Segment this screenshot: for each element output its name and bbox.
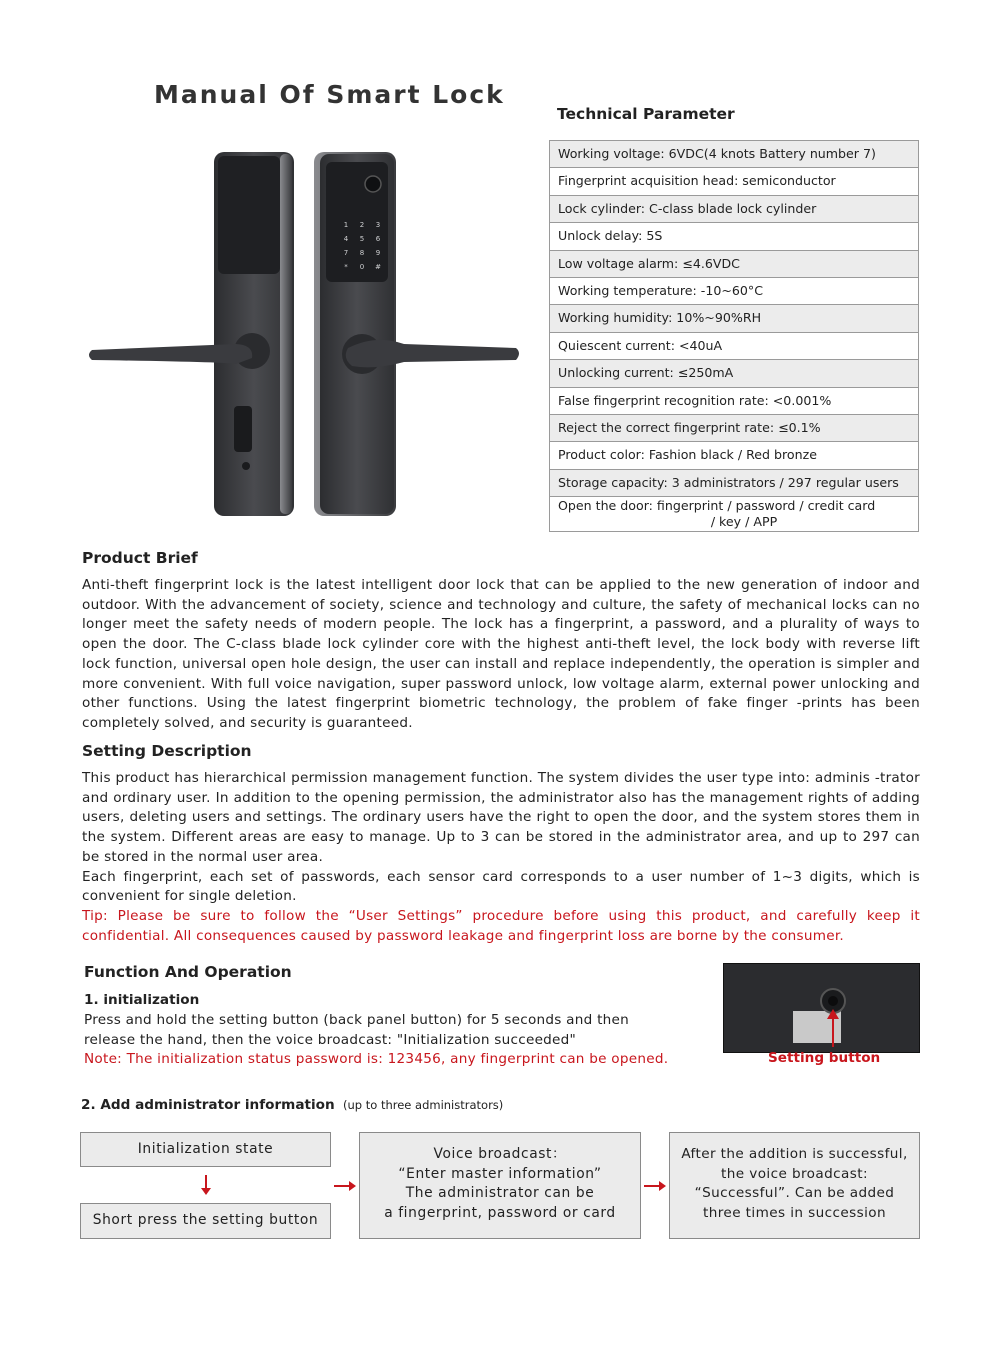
- param-row: Product color: Fashion black / Red bronze: [549, 442, 919, 469]
- flow-box-text: Initialization state: [137, 1141, 274, 1157]
- keypad-key: #: [375, 263, 381, 271]
- param-row-line: / key / APP: [710, 514, 778, 530]
- initialization-note: Note: The initialization status password is: 123456, any fingerprint can be opened.: [84, 1051, 669, 1067]
- add-admin-heading: 2. Add administrator information: [81, 1097, 335, 1113]
- flow-box-text: a fingerprint, password or card: [384, 1205, 616, 1222]
- keypad-key: *: [344, 263, 348, 271]
- flow-box-text: “Successful”. Can be added: [694, 1185, 895, 1202]
- param-row: Low voltage alarm: ≤4.6VDC: [549, 251, 919, 278]
- param-row: False fingerprint recognition rate: <0.001%: [549, 388, 919, 415]
- keypad-key: 4: [343, 235, 349, 243]
- initialization-text: Press and hold the setting button (back panel button) for 5 seconds and then release the hand, then the voice broadcast: "Initialization succeeded": [84, 1012, 630, 1048]
- param-row: Reject the correct fingerprint rate: ≤0.1%: [549, 415, 919, 442]
- param-row: Quiescent current: <40uA: [549, 333, 919, 360]
- param-row: Storage capacity: 3 administrators / 297 regular users: [549, 470, 919, 497]
- flow-box-initialization-state: [80, 1132, 331, 1167]
- keypad-key: 5: [359, 235, 365, 243]
- keypad-key: 0: [359, 263, 365, 271]
- setting-tip: Tip: Please be sure to follow the “User Settings” procedure before using this product, and carefully keep it confidential. All consequences caused by password leakage and fingerprint loss are borne by the consumer.: [82, 907, 920, 944]
- setting-description-text: Each fingerprint, each set of passwords, each sensor card corresponds to a user number of 1~3 digits, which is convenient for single deletion.: [82, 868, 920, 905]
- front-handle: [346, 340, 519, 368]
- add-admin-heading-line: [81, 1097, 503, 1113]
- function-operation-heading: Function And Operation: [84, 963, 292, 981]
- smart-lock-illustration: [86, 148, 522, 520]
- flow-box-text: “Enter master information”: [398, 1165, 602, 1182]
- product-brief-heading: Product Brief: [82, 549, 198, 567]
- param-row-line: Open the door: fingerprint / password / credit card: [558, 498, 876, 514]
- keypad-key: 8: [359, 249, 365, 257]
- flow-box-text: Voice broadcast：: [433, 1146, 567, 1162]
- fingerprint-sensor-icon: [365, 176, 381, 192]
- param-row: Unlocking current: ≤250mA: [549, 360, 919, 387]
- initialization-heading: 1. initialization: [84, 992, 200, 1008]
- flow-box-voice-broadcast: [359, 1132, 641, 1239]
- setting-description-text: This product has hierarchical permission management function. The system divides the user type into: adminis -trator and ordinary user. In addition to the opening permission, the administrator also has the management rights of adding users, deleting users and settings. The ordinary users have the right to open the door, and the system stores them in the system. Different areas are easy to manage. Up to 3 can be stored in the administrator area, and up to 297 can be stored in the normal user area.: [82, 770, 920, 865]
- setting-button-label: Setting button: [768, 1050, 881, 1066]
- back-panel: [89, 152, 294, 516]
- arrow-down-icon: [205, 1175, 207, 1189]
- keypad-key: 1: [343, 221, 349, 229]
- flow-box-short-press: [80, 1203, 331, 1239]
- add-admin-subtitle: (up to three administrators): [343, 1098, 504, 1112]
- param-row: Lock cylinder: C-class blade lock cylinder: [549, 196, 919, 223]
- back-handle: [89, 344, 252, 364]
- keypad-key: 6: [375, 235, 381, 243]
- flow-box-text: Short press the setting button: [92, 1212, 319, 1228]
- param-row-open-door: [549, 497, 919, 532]
- flow-box-text: the voice broadcast:: [721, 1165, 868, 1182]
- page-title: Manual Of Smart Lock: [154, 80, 505, 109]
- product-brief-text: Anti-theft fingerprint lock is the latest intelligent door lock that can be applied to the new generation of indoor and outdoor. With the advancement of society, science and technology and culture, the safety of mechanical locks can no longer meet the safety needs of modern people. The lock has a fingerprint, a password, and a plurality of ways to open the door. The C-class blade lock cylinder core with the highest anti-theft level, the lock body with reverse lift lock function, universal open hole design, the user can install and replace independently, the operation is simpler and more convenient. With full voice navigation, super password unlock, low voltage alarm, external power unlocking and other functions. Using the latest fingerprint biometric technology, the problem of fake finger -prints has been completely solved, and security is guaranteed.: [82, 577, 920, 731]
- arrow-right-icon: [644, 1185, 664, 1187]
- setting-description-heading: Setting Description: [82, 742, 252, 760]
- param-row: Working voltage: 6VDC(4 knots Battery number 7): [549, 141, 919, 168]
- technical-parameter-table: [549, 140, 919, 532]
- setting-button-photo: [723, 963, 920, 1053]
- front-panel: [314, 152, 519, 516]
- param-row: Working humidity: 10%~90%RH: [549, 305, 919, 332]
- flow-box-text: The administrator can be: [405, 1185, 595, 1202]
- flow-box-text: After the addition is successful,: [681, 1146, 908, 1162]
- keypad-key: 7: [343, 249, 349, 257]
- setting-description-block: [82, 769, 920, 946]
- param-row: Unlock delay: 5S: [549, 223, 919, 250]
- param-row: Working temperature: -10~60°C: [549, 278, 919, 305]
- technical-parameter-heading: Technical Parameter: [557, 105, 735, 123]
- keypad-key: 9: [375, 249, 381, 257]
- key-slot-cover: [234, 406, 252, 452]
- keypad-key: 2: [359, 221, 365, 229]
- flow-box-success: [669, 1132, 920, 1239]
- keypad-key: 3: [375, 221, 381, 229]
- arrow-right-icon: [334, 1185, 354, 1187]
- flow-box-text: three times in succession: [703, 1205, 886, 1222]
- param-row: Fingerprint acquisition head: semiconductor: [549, 168, 919, 195]
